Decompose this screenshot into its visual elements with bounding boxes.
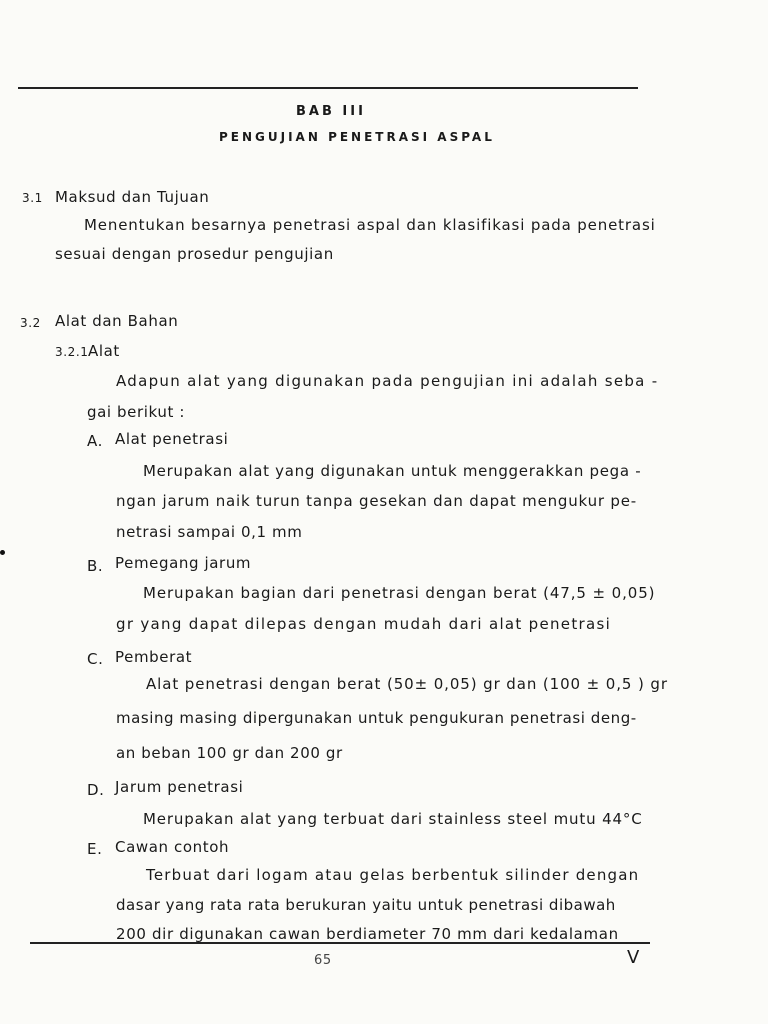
item-line: ngan jarum naik turun tanpa gesekan dan dapat mengukur pe- [116, 492, 637, 510]
ink-dot [0, 550, 5, 555]
page-number: 65 [314, 953, 332, 968]
paragraph-line: gai berikut : [87, 403, 185, 421]
item-title: Alat penetrasi [115, 430, 229, 448]
section-number: 3.2 [20, 316, 41, 330]
section-heading: Alat dan Bahan [55, 312, 179, 330]
item-line: masing masing dipergunakan untuk pengukuran penetrasi deng- [116, 709, 637, 727]
item-line: Merupakan alat yang terbuat dari stainless steel mutu 44°C [143, 810, 643, 828]
item-title: Cawan contoh [115, 838, 230, 856]
bottom-rule [30, 942, 650, 944]
item-line: gr yang dapat dilepas dengan mudah dari alat penetrasi [116, 615, 612, 633]
item-line: 200 dir digunakan cawan berdiameter 70 mm dari kedalaman [116, 925, 619, 943]
item-letter: A. [87, 432, 103, 450]
paragraph-line: Menentukan besarnya penetrasi aspal dan klasifikasi pada penetrasi [84, 216, 656, 234]
item-line: Merupakan bagian dari penetrasi dengan berat (47,5 ± 0,05) [143, 584, 656, 602]
item-title: Pemegang jarum [115, 554, 252, 572]
item-title: Pemberat [115, 648, 193, 666]
chapter-title: PENGUJIAN PENETRASI ASPAL [219, 130, 495, 144]
item-letter: E. [87, 840, 103, 858]
item-line: netrasi sampai 0,1 mm [116, 523, 303, 541]
chapter-label: BAB III [296, 104, 366, 119]
paragraph-line: sesuai dengan prosedur pengujian [55, 245, 334, 263]
item-line: an beban 100 gr dan 200 gr [116, 744, 343, 762]
item-line: Merupakan alat yang digunakan untuk menggerakkan pega - [143, 462, 642, 480]
subsection-heading: Alat [88, 342, 120, 360]
item-line: Terbuat dari logam atau gelas berbentuk silinder dengan [146, 866, 640, 884]
item-line: dasar yang rata rata berukuran yaitu untuk penetrasi dibawah [116, 896, 616, 914]
item-letter: B. [87, 557, 104, 575]
item-letter: D. [87, 781, 105, 799]
section-number: 3.1 [22, 191, 43, 205]
top-rule [18, 87, 638, 89]
item-line: Alat penetrasi dengan berat (50± 0,05) gr dan (100 ± 0,5 ) gr [146, 675, 668, 693]
paragraph-line: Adapun alat yang digunakan pada pengujian ini adalah seba - [116, 372, 659, 390]
item-letter: C. [87, 650, 104, 668]
subsection-number: 3.2.1 [55, 345, 89, 359]
check-mark: V [627, 947, 640, 968]
item-title: Jarum penetrasi [115, 778, 244, 796]
section-heading: Maksud dan Tujuan [55, 188, 210, 206]
